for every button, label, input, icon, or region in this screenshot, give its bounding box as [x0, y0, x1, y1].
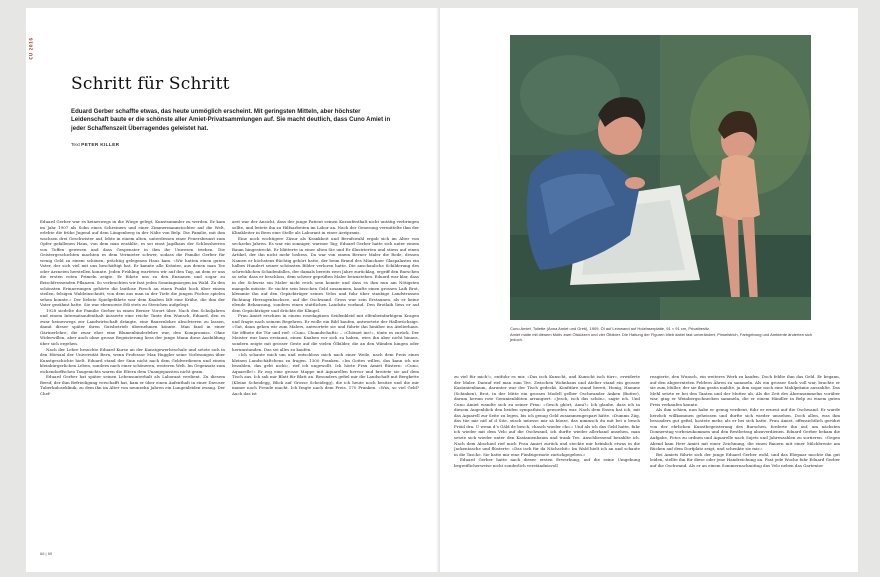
- painting-illustration: [510, 35, 811, 320]
- paragraph: Nach der Lehre besuchte Eduard Kurse an der Kunstgewerbeschule und setzte sich in den Hörsaal der Universität Bern, wenn Professor Max Huggler seine Vorlesungen über Kunstgeschichte hielt. Eduard stand der Sinn nicht nach dem Geldverdienen und einem kleinbürgerlichen Leben, sondern nach einer schöneren, weiteren Welt. Im Gegensatz zum eichendorffschen Taugenichts waren die Eltern dem Unangepassten nicht gram.: [40, 346, 225, 374]
- article-title: Schritt für Schritt: [71, 74, 230, 94]
- paragraph: Bei Amiets führte sich der junge Eduard Gerber wohl, und das Ehepaar mochte ihn gut leiden, stellte ihn für diese oder jene Handreichung an. Fast jede Woche fuhr Eduard Gerber auf die Oschwand. Als er an einem Sommernachmittag das Velo neben das Gartentor: [650, 451, 840, 468]
- text-column-1: [40, 219, 225, 549]
- paragraph: Eine noch wichtigere Zäsur als Krankheit und Berufswahl ergab sich im Alter von sechzehn Jahren. Es war ein sonniger, warmer Tag; Eduard Gerber hatte sich unter einem Baum hingestreckt. Er blätterte in einer alten Sie und Er illustrierten und stiess auf einen Artikel, der ihn nicht mehr losliess. Da war von einem Berner Maler die Rede, dessen Namen er höchstens flüchtig gehört hatte, der beim Brand des Münchner Glaspalastes ein halbes Hundert seiner schönsten Bilder verloren hatte. Die anschauliche Schilderung des schrecklichen Schadenfalles, der damals bereits zwei Jahre zurücklag, ergriff den Burschen so sehr, dass er beschloss, dem schwer geprüften Maler beizustehen. Eduard war klar, dass in der Schweiz ein Maler nicht reich sein konnte und dass es ihm nun am Nötigsten mangeln müsste. Er suchte sein bisschen Geld zusammen, kaufte einen grossen Laib Brot, klemmte ihn auf den Gepäckträger seines Velos und fuhr über staubige Landstrassen Richtung Herzogenbuchsee, auf die Oschwand. Gross war sein Erstaunen, als er keine elende Behausung, sondern einen stattlichen Landsitz vorfand. Den Brotlaib liess er auf dem Gepäckträger und drückte die Klingel.: [232, 235, 419, 313]
- paragraph: Als ihm schien, nun habe er genug verdient, fuhr er erneut auf die Oschwand. Er wurde herzlich willkommen geheissen und durfte sich wieder umsehen. Doch allen, was ihm besonders gut gefiel, kostete mehr, als er bei sich hatte. Frau Amiet, offensichtlich gerührt von der ehrlichen Kunstbegeisterung des Burschen, forderte ihn auf, am nächsten Donnerstag vorbeizukommen und den Restbetrag abzuverdienen. Eduard Gerber bekam die Aufgabe, Fotos zu ordnen und Aquarelle nach Sujets und Jahreszahlen zu sortieren. «Gegen Abend kam Herr Amiet mit einer Zeichnung, die einen Bauern mit einer Milchbrente am Rücken auf dem Dorfplatz zeigt, und schenkte sie mir.»: [650, 407, 840, 452]
- byline: [71, 143, 119, 148]
- right-page: [440, 8, 858, 572]
- text-column-2: [232, 219, 419, 549]
- paragraph: reagierte, den Wunsch, ein weiteres Werk zu kaufen. Doch fehlte ihm das Geld. Er begann, auf den abgeernteten Feldern Ähren zu sammeln. Als ein grosser Sack voll war, brachte er sie zum Müller, der sie ihm gratis mahlte, ja ihm sogar noch eine Mahlprämie auszahlte. Das Mehl setzte er bei den Tanten und der Mutter ab. Als die Zeit des Ährensammelns vorüber war, ging er Weinbergschnecken sammeln, die er einem Händler in Belp zu einem guten Preis verkaufen konnte.: [650, 374, 840, 407]
- paragraph: arzt war der Ansicht, dass der junge Patient seinen Kuraufenthalt nicht untätig verbringen sollte, und leitete ihn zu Hilfsarbeiten im Labor an. Nach der Genesung vermittelte ihm der Klinikleiter in Bern eine Stelle als Laborant in einer Arztpraxis.: [232, 219, 419, 236]
- painting-image: [510, 35, 811, 320]
- paragraph: 1928 siedelte die Familie Gerber in einen Berner Vorort über. Nach den Schuljahren und einem Internatsaufenthalt äusserte eine reiche Tante den Wunsch, Eduard, den es zwar keineswegs zur Landwirtschaft drängte, eine Bauernlehre absolvieren zu lassen, damit dieser später ihren Gutsbetrieb übernehmen könnte. Man fand in einer Gärtnerlehre, die zwar eher eine Blumenbinderlehre war, den Kompromiss. Ohne Widerwillen, aber auch ohne grosse Begeisterung liess der junge Mann diese Ausbildung über sich ergehen.: [40, 307, 225, 347]
- left-page: [26, 8, 440, 572]
- text-column-3: [454, 374, 640, 564]
- paragraph: «Ich schaute mich um und entschloss mich nach einer Weile, nach dem Preis eines kleinen Landschäftchens zu fragen. 1300 Franken. «Im Gottes willen, das kann ich nie bezahlen, das geht nicht», rief ich ungewollt. Ich hörte Frau Amiet flüstern: «Cuno, Aquarelle!» Er zog eine grosse Mappe mit Aquarellen hervor und breitete sie auf dem Tisch aus. Ich sah mir Blatt für Blatt an. Besonders gefiel mir die Landschaft mit Bergkette (Kleine Scheidegg, Blick auf Grosse Scheidegg), die ich heute noch besitze und die mir immer noch Freude macht. Ich fragte nach dem Preis. 170 Franken. «Was, so viel Geld? Auch das ist: [232, 352, 419, 396]
- figure-caption: [510, 326, 820, 343]
- paragraph: zu viel für mich!», entfuhr es mir. «Das isch Kunscht, und Kunscht isch türr», erwiderte der Maler. Darauf rief man zum Tee. Zwischen Wohnhaus und Atelier stand ein grosser Kastanienbaum, darunter war der Tisch gedeckt. Konfitüre stand bereit, Honig, Hamme (Schinken), Brot, in der Mitte ein grosses Modell gelber Oschwander Anken (Butter), darum herum rote Geranienblüten arrangiert. «Jesch, isch das schön», sagte ich. Und Cuno Amiet wandte sich zu seiner Frau: «Gesch ghört, Anni?» Ich glaube, dass ich in diesem Augenblick den beiden sympathisch geworden war. Nach dem Essen bat ich, mit das Aquarell zur Seite zu legen, bis ich genug Geld zusammengespart hätte. «Dumms Züg, das tüe mir nid af d Site, süsch müesse mir sä büeze, das nimmsch du mit bei u besch Fröid dra. U wenn d’s Gäld de besch, chasch wieder cho.» Und als ich das Geld hatte, fuhr ich wieder mit dem Velo auf die Oschwand, ich durfte wieder allerhand ansehen, man setzte sich wieder unter den Kastanienbaum und trank Tee. Anschliessend bezahlte ich. Nach dem Abschied rief mich Frau Amiet zurück und steckte mir heimlich etwas in die Jackentasche und flüsterte: «Das isch für da Nächschtt» Im Wald hielt ich an und schaute in die Tasche. Sie hatte mir eine Fünfzigernote zurückgegeben.»: [454, 374, 640, 457]
- text-column-4: [650, 374, 840, 564]
- byline-prefix: Text: [71, 143, 80, 148]
- caption-text: Amiet malte mit diesem Motiv zwei Ölskizzen und vier Ölbilder. Die Haltung der Figuren blieb dabei fast unverändert, Pinselstrich, Farbgebung und Ambiente änderten sich jedoch.: [510, 331, 813, 343]
- paragraph: Eduard Gerber hat später seinen Lebensunterhalt als Laborant verdient. Zu diesem Beruf, der ihm Befriedigung verschafft hat, kam er über einen Aufenthalt in einer Davoser Tuberkuloseklinik, zu dem ihn im Alter von neunzehn Jahren ein Lungenleiden zwang. Der Chef-: [40, 374, 225, 396]
- section-tag: CU 2016: [28, 37, 34, 60]
- page-number: 66 | 69: [40, 551, 53, 556]
- paragraph: Eduard Gerber war es keineswegs in die Wiege gelegt, Kunstsammler zu werden. Er kam im Jahr 1907 als Sohn eines Schreiners und einer Zimmermannstochter auf die Welt, erlebte die frühe Jugend auf dem Längenberg in der Nähe von Belp. Die Familie, mit ihm wachsen drei Geschwister auf, lebte in einem alten, unterdessen einer Feuersbrunst zum Opfer gefallenen Haus, von dem man erzählte, es sei einst Jagdhaus der Schlossherren von Toffen gewesen und dass Gespenster in ihm ihr Unwesen trieben. Die Geistergeschichten machten es dem Vermieter schwer, sodass die Familie Gerber für wenig Geld zu einem schönen, prächtig gelegenen Haus kam. «Wir hatten einen guten Vater, der sich viel mit uns beschäftigt hat. Er kannte alle Kräuter, aus denen man Tee oder Arzneien herstellen konnte. Jeden Frühling warteten wir auf den Tag, an dem er uns die ersten roten Primeln zeigte. Er führte uns zu den Enzianen und sogar zu fleischfressenden Pflanzen. So verbrachten wir fast jeden Sonntagmorgen im Wald. Zu den schönsten Erinnerungen gehörte die lautlose Pirsch an einen Punkt hoch über einem steilen, felsigen Waldeinschnitt, von dem aus man in der Tiefe die jungen Füchse spielen sehen konnte.» Der liebste Spielgefährte war dem Knaben lält eine Krähe, die ihm der Vater gezähmt hatte. Sie war ebensowie Edi stets zu Streichen aufgelegt.: [40, 219, 225, 308]
- author-name: PETER KILLER: [81, 143, 120, 148]
- article-lead: Eduard Gerber schaffte etwas, das heute unmöglich erscheint. Mit geringsten Mitteln, aber höchster Leidenschaft baute er die schönste aller Amiet-Privatsammlungen auf. Sie macht deutlich, dass Cuno Amiet in jeder Schaffenszeit Überragendes geleistet hat.: [71, 108, 391, 132]
- paragraph: Eduard Gerber hatte nach dieser ersten Erwerbung, auf die seine Umgebung begreiflicherweise nicht sonderlich verständnisvoll: [454, 457, 640, 468]
- caption-title: Cuno Amiet, Toilette (Anna Amiet und Greti), 1909, Öl auf Leinwand auf Holzfaserplatte, 91 × 91 cm, Privatbesitz.: [510, 326, 711, 331]
- paragraph: Frau Amiet erschien in einem rosedagünen Seidenkleid mit elfenbeinfarbigem Kragen und fragte nach seinem Begehren. Er wolle ein Bild kaufen, antwortete der Halbwüchsige. «Gut, dann gehen wir zum Malers, antwortete sie und führte ihn hinüber ins Atelierhaus. Sie öffnete die Tür und rief: «Cuno, Chumdschufti» – «Chömet ine!», tönte es zurück. Der Meister war bass erstaunt, einen Knaben vor sich zu haben, wies ihn aber nicht hinaus, sondern zeigte mit grosser Geste auf die vielen Ölbilder, die an den Wänden hingen oder herumstanden. Das sei alles zu kaufen.: [232, 313, 419, 352]
